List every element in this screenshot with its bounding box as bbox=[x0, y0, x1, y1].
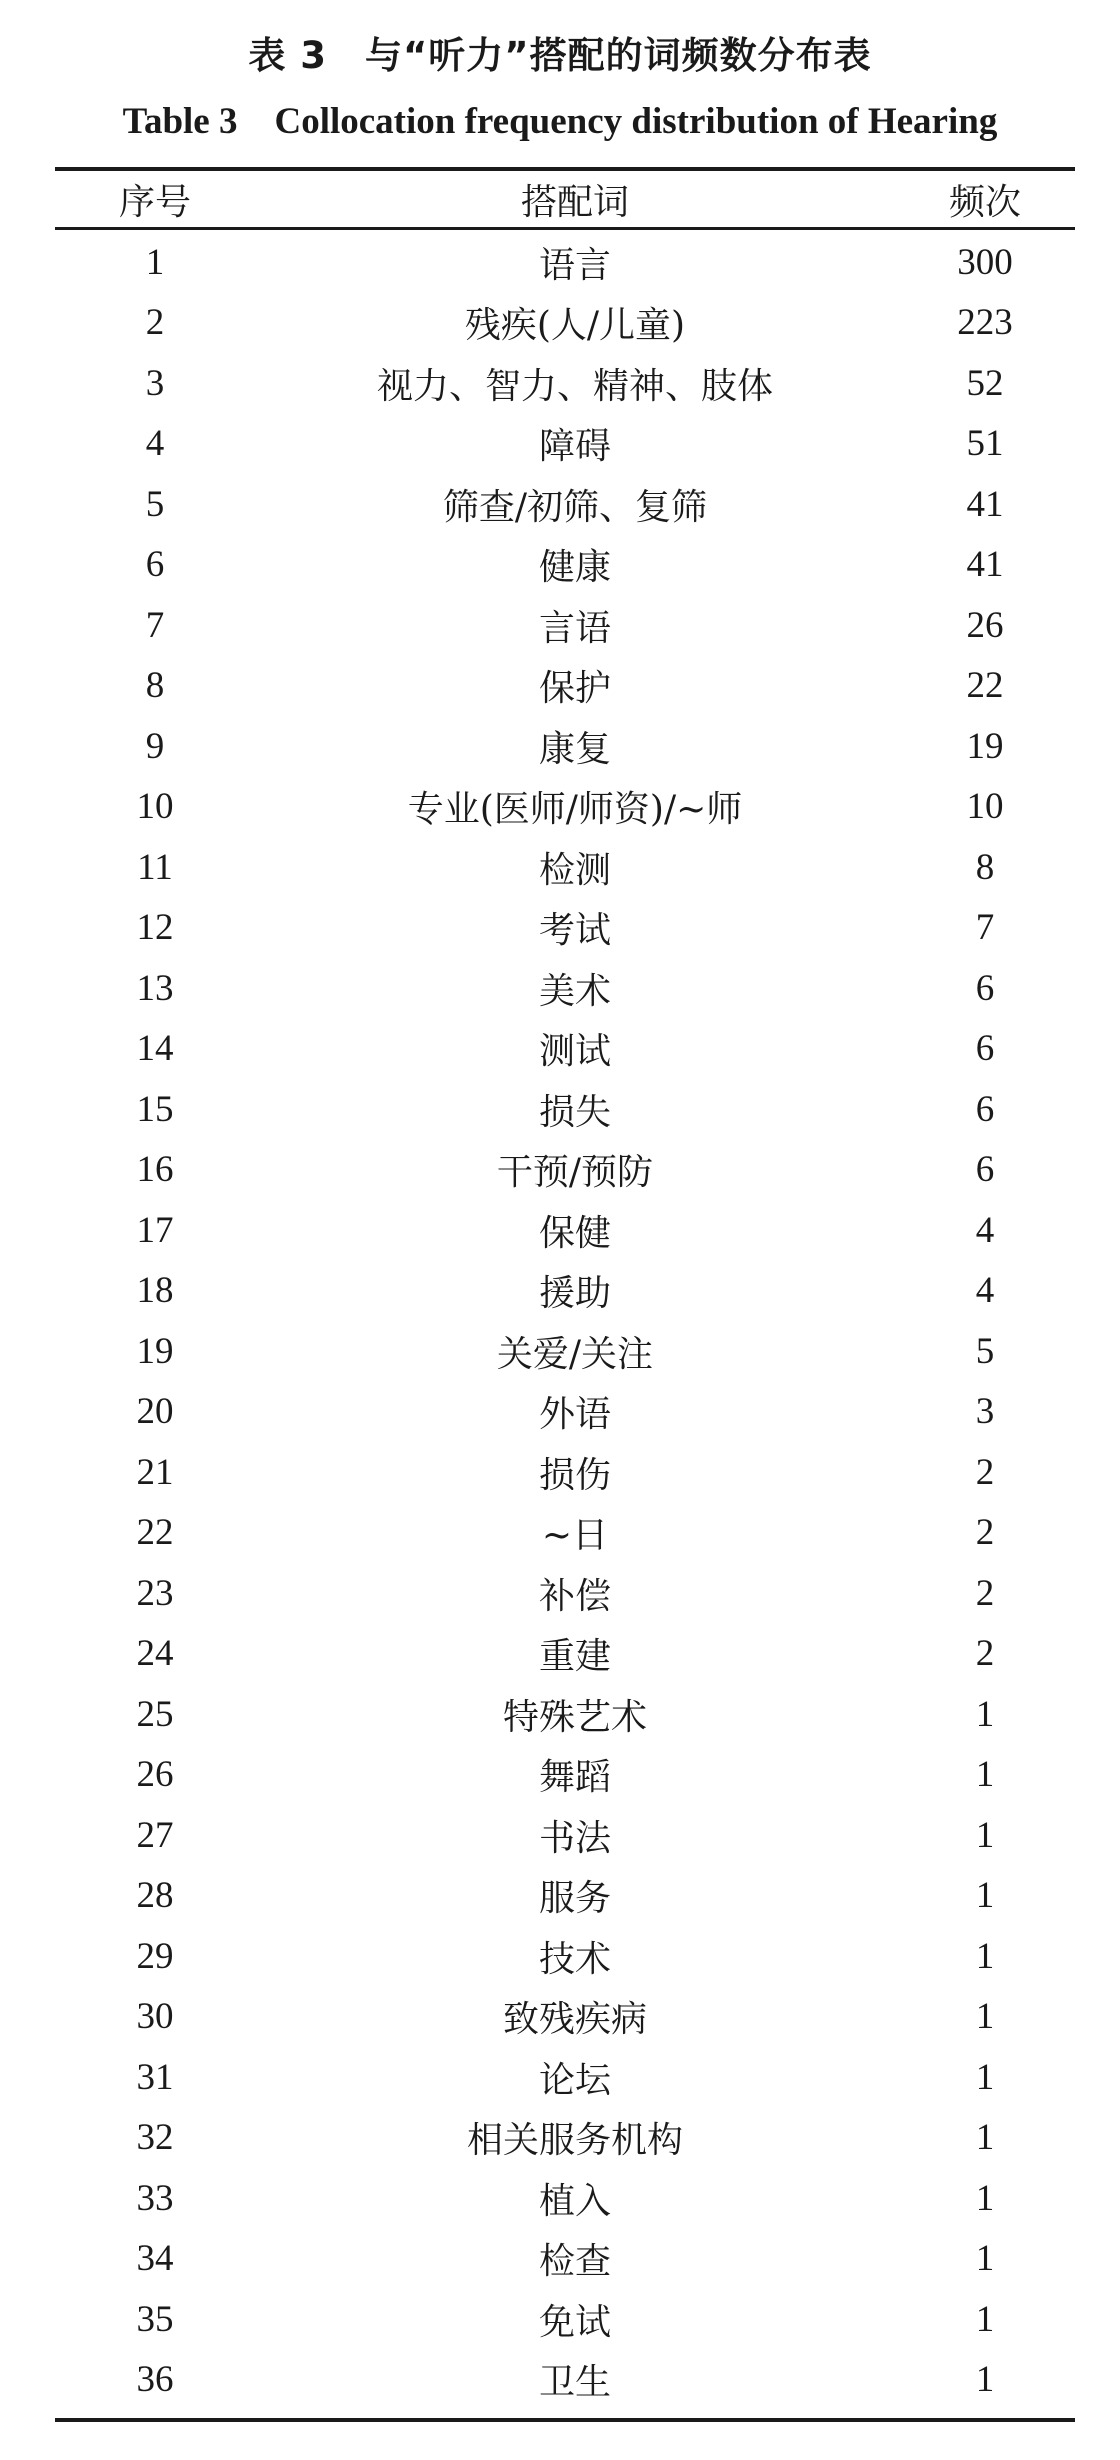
row-collocation: 干预/预防 bbox=[496, 1152, 654, 1194]
row-index: 7 bbox=[145, 604, 165, 646]
row-frequency: 52 bbox=[966, 362, 1004, 404]
row-frequency: 2 bbox=[975, 1512, 995, 1554]
row-index: 4 bbox=[145, 423, 165, 465]
table-row bbox=[55, 2047, 1075, 2108]
row-collocation: 技术 bbox=[538, 1938, 611, 1980]
row-collocation: 测试 bbox=[538, 1031, 611, 1073]
table-row bbox=[55, 414, 1075, 475]
row-index: 35 bbox=[136, 2298, 174, 2340]
table-row bbox=[55, 1745, 1075, 1806]
table-body bbox=[55, 232, 1075, 2410]
row-index: 32 bbox=[136, 2117, 174, 2159]
row-index: 19 bbox=[136, 1330, 174, 1372]
row-index: 36 bbox=[136, 2359, 174, 2401]
row-frequency: 6 bbox=[975, 1088, 995, 1130]
row-index: 27 bbox=[136, 1814, 174, 1856]
header-index: 序号 bbox=[118, 181, 191, 223]
row-frequency: 4 bbox=[975, 1270, 995, 1312]
table-row bbox=[55, 1140, 1075, 1201]
table-row bbox=[55, 898, 1075, 959]
row-index: 2 bbox=[145, 302, 165, 344]
table-row bbox=[55, 2350, 1075, 2411]
row-frequency: 22 bbox=[966, 665, 1004, 707]
table-row bbox=[55, 837, 1075, 898]
table-row bbox=[55, 1926, 1075, 1987]
table-row bbox=[55, 232, 1075, 293]
row-index: 25 bbox=[136, 1693, 174, 1735]
row-collocation: 相关服务机构 bbox=[466, 2120, 683, 2162]
row-index: 33 bbox=[136, 2177, 174, 2219]
row-frequency: 1 bbox=[975, 1693, 995, 1735]
row-collocation: 保护 bbox=[538, 668, 611, 710]
row-frequency: 1 bbox=[975, 2359, 995, 2401]
header-collocation: 搭配词 bbox=[520, 181, 629, 223]
row-frequency: 1 bbox=[975, 2056, 995, 2098]
row-collocation: 考试 bbox=[538, 910, 611, 952]
row-index: 14 bbox=[136, 1028, 174, 1070]
row-index: 1 bbox=[145, 241, 165, 283]
row-frequency: 1 bbox=[975, 2117, 995, 2159]
row-index: 13 bbox=[136, 967, 174, 1009]
table-row bbox=[55, 2289, 1075, 2350]
row-collocation: 美术 bbox=[538, 970, 611, 1012]
row-collocation: 致残疾病 bbox=[502, 1999, 647, 2041]
table-row bbox=[55, 1019, 1075, 1080]
row-index: 5 bbox=[145, 483, 165, 525]
table-row bbox=[55, 1079, 1075, 1140]
row-index: 6 bbox=[145, 544, 165, 586]
row-index: 24 bbox=[136, 1633, 174, 1675]
table-row bbox=[55, 2108, 1075, 2169]
row-index: 34 bbox=[136, 2238, 174, 2280]
table-row bbox=[55, 716, 1075, 777]
row-collocation: 援助 bbox=[538, 1273, 611, 1315]
table-row bbox=[55, 777, 1075, 838]
row-collocation: 语言 bbox=[538, 244, 611, 286]
row-frequency: 19 bbox=[966, 725, 1004, 767]
row-collocation: 外语 bbox=[538, 1394, 611, 1436]
table-row bbox=[55, 1684, 1075, 1745]
row-index: 21 bbox=[136, 1451, 174, 1493]
row-index: 22 bbox=[136, 1512, 174, 1554]
row-collocation: 障碍 bbox=[538, 426, 611, 468]
row-frequency: 51 bbox=[966, 423, 1004, 465]
table-caption-english: Table 3 Collocation frequency distribution of Hearing bbox=[122, 101, 998, 142]
table-bottom-rule bbox=[55, 2418, 1075, 2422]
row-index: 29 bbox=[136, 1935, 174, 1977]
row-index: 26 bbox=[136, 1754, 174, 1796]
row-collocation: 补偿 bbox=[538, 1575, 611, 1617]
row-index: 17 bbox=[136, 1209, 174, 1251]
row-collocation: 检测 bbox=[538, 849, 611, 891]
table-row bbox=[55, 958, 1075, 1019]
row-collocation: 重建 bbox=[538, 1636, 611, 1678]
row-frequency: 41 bbox=[966, 483, 1004, 525]
row-index: 15 bbox=[136, 1088, 174, 1130]
row-collocation: 书法 bbox=[538, 1817, 611, 1859]
row-index: 3 bbox=[145, 362, 165, 404]
table-row bbox=[55, 535, 1075, 596]
row-collocation: 保健 bbox=[538, 1212, 611, 1254]
table-row bbox=[55, 1321, 1075, 1382]
row-frequency: 8 bbox=[975, 846, 995, 888]
row-collocation: 植入 bbox=[538, 2180, 611, 2222]
row-frequency: 1 bbox=[975, 2177, 995, 2219]
header-frequency: 频次 bbox=[948, 181, 1021, 223]
row-collocation: 论坛 bbox=[538, 2059, 611, 2101]
row-index: 8 bbox=[145, 665, 165, 707]
row-frequency: 10 bbox=[966, 786, 1004, 828]
row-collocation: 残疾(人/儿童) bbox=[464, 305, 686, 347]
table-row bbox=[55, 1261, 1075, 1322]
row-frequency: 2 bbox=[975, 1451, 995, 1493]
row-frequency: 4 bbox=[975, 1209, 995, 1251]
row-collocation: 言语 bbox=[538, 607, 611, 649]
row-frequency: 6 bbox=[975, 1149, 995, 1191]
row-index: 18 bbox=[136, 1270, 174, 1312]
row-index: 30 bbox=[136, 1996, 174, 2038]
row-index: 11 bbox=[137, 846, 173, 888]
row-index: 28 bbox=[136, 1875, 174, 1917]
table-row bbox=[55, 474, 1075, 535]
table-row bbox=[55, 1866, 1075, 1927]
row-collocation: 筛查/初筛、复筛 bbox=[442, 486, 708, 528]
table-row bbox=[55, 1503, 1075, 1564]
row-frequency: 1 bbox=[975, 1814, 995, 1856]
row-frequency: 1 bbox=[975, 1935, 995, 1977]
row-collocation: 康复 bbox=[538, 728, 611, 770]
row-collocation: 损伤 bbox=[538, 1454, 611, 1496]
table-row bbox=[55, 595, 1075, 656]
table-row bbox=[55, 293, 1075, 354]
row-frequency: 41 bbox=[966, 544, 1004, 586]
table-header bbox=[55, 171, 1075, 227]
row-collocation: 检查 bbox=[538, 2241, 611, 2283]
table-header-rule bbox=[55, 227, 1075, 230]
row-frequency: 2 bbox=[975, 1633, 995, 1675]
row-frequency: 1 bbox=[975, 2298, 995, 2340]
table-row bbox=[55, 1624, 1075, 1685]
row-collocation: 服务 bbox=[538, 1878, 611, 1920]
row-frequency: 6 bbox=[975, 967, 995, 1009]
row-collocation: ~日 bbox=[541, 1515, 609, 1557]
row-collocation: 免试 bbox=[538, 2301, 611, 2343]
table-row bbox=[55, 1200, 1075, 1261]
row-frequency: 3 bbox=[975, 1391, 995, 1433]
row-collocation: 视力、智力、精神、肢体 bbox=[376, 365, 773, 407]
row-frequency: 2 bbox=[975, 1572, 995, 1614]
row-collocation: 舞蹈 bbox=[538, 1757, 611, 1799]
row-index: 23 bbox=[136, 1572, 174, 1614]
row-frequency: 7 bbox=[975, 907, 995, 949]
row-frequency: 1 bbox=[975, 1996, 995, 2038]
row-frequency: 300 bbox=[957, 241, 1013, 283]
table-row bbox=[55, 2229, 1075, 2290]
table-row bbox=[55, 1563, 1075, 1624]
row-index: 31 bbox=[136, 2056, 174, 2098]
row-frequency: 223 bbox=[957, 302, 1013, 344]
row-collocation: 卫生 bbox=[538, 2362, 611, 2404]
row-collocation: 特殊艺术 bbox=[502, 1696, 647, 1738]
row-collocation: 专业(医师/师资)/~师 bbox=[407, 789, 743, 831]
row-index: 10 bbox=[136, 786, 174, 828]
table-row bbox=[55, 1987, 1075, 2048]
row-frequency: 1 bbox=[975, 2238, 995, 2280]
row-frequency: 1 bbox=[975, 1875, 995, 1917]
table-row bbox=[55, 1805, 1075, 1866]
row-frequency: 1 bbox=[975, 1754, 995, 1796]
table-row bbox=[55, 2168, 1075, 2229]
table-caption-chinese: 表 3 与“听力”搭配的词频数分布表 bbox=[248, 34, 872, 77]
row-frequency: 26 bbox=[966, 604, 1004, 646]
row-index: 20 bbox=[136, 1391, 174, 1433]
table-row bbox=[55, 1442, 1075, 1503]
table-row bbox=[55, 1382, 1075, 1443]
row-index: 9 bbox=[145, 725, 165, 767]
row-index: 16 bbox=[136, 1149, 174, 1191]
table-row bbox=[55, 353, 1075, 414]
row-collocation: 关爱/关注 bbox=[496, 1333, 654, 1375]
table-row bbox=[55, 656, 1075, 717]
row-frequency: 5 bbox=[975, 1330, 995, 1372]
row-collocation: 损失 bbox=[538, 1091, 611, 1133]
row-collocation: 健康 bbox=[538, 547, 611, 589]
row-frequency: 6 bbox=[975, 1028, 995, 1070]
row-index: 12 bbox=[136, 907, 174, 949]
